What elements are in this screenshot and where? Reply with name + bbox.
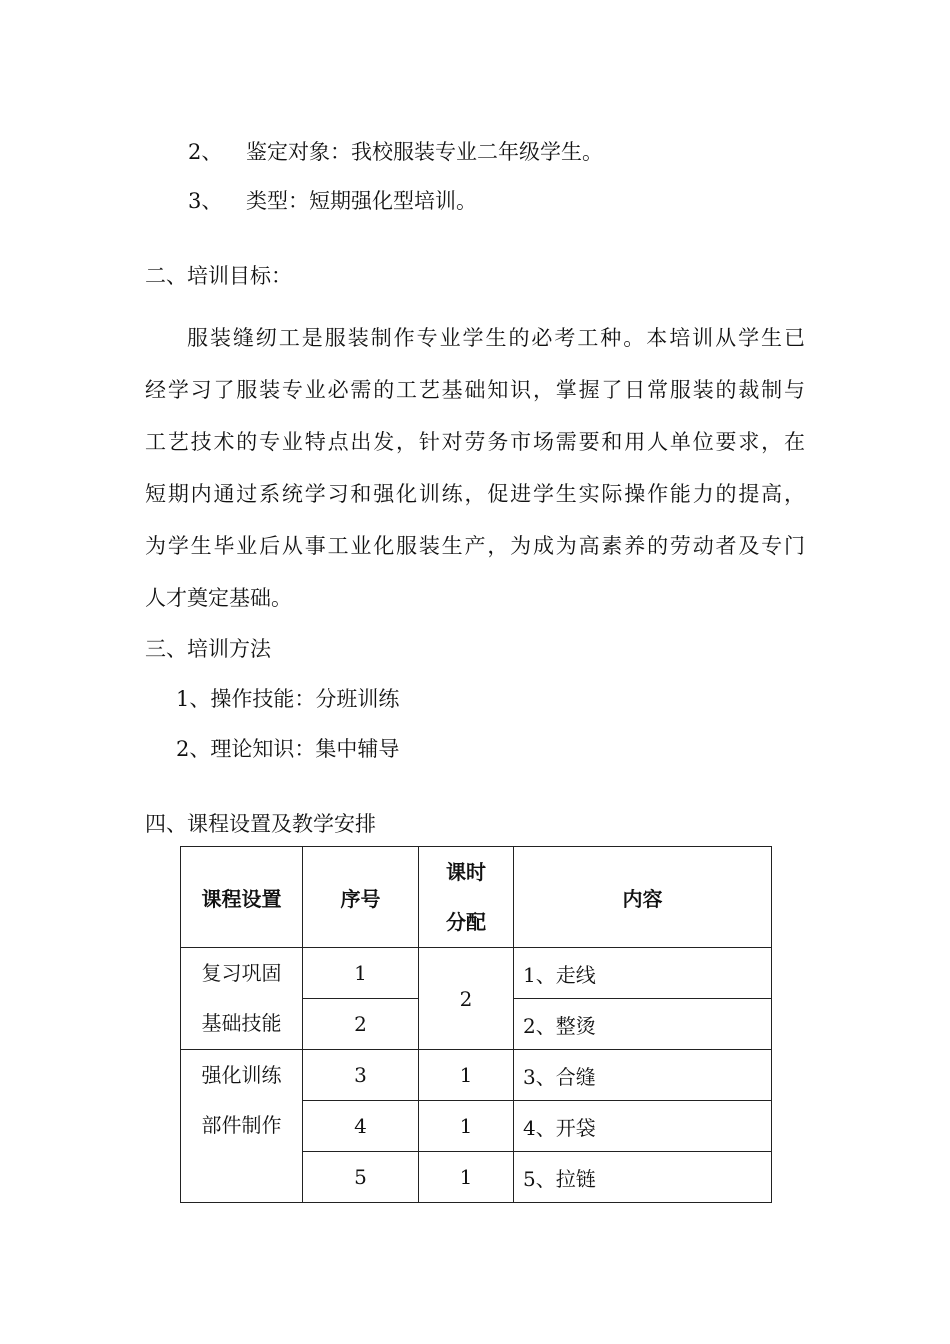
group-2-line2: 部件制作 (201, 1113, 282, 1137)
section-3-heading: 三、培训方法 (145, 637, 271, 661)
paragraph-line-5: 为学生毕业后从事工业化服装生产，为成为高素养的劳动者及专门 (145, 534, 805, 558)
item-3 (188, 187, 477, 215)
section-2-paragraph (145, 312, 805, 624)
course-table (180, 846, 772, 1203)
method-item-1: 1、操作技能：分班训练 (176, 687, 400, 711)
content-cell: 1、走线 (514, 948, 772, 999)
header-course: 课程设置 (181, 847, 303, 948)
item-3-text: 类型：短期强化型培训。 (246, 189, 477, 213)
item-2-text: 鉴定对象：我校服装专业二年级学生。 (246, 140, 603, 164)
seq-cell: 1 (303, 948, 419, 999)
content-cell: 5、拉链 (514, 1152, 772, 1203)
table-row (181, 948, 772, 999)
section-4-heading: 四、课程设置及教学安排 (145, 812, 376, 836)
paragraph-line-4: 短期内通过系统学习和强化训练，促进学生实际操作能力的提高， (145, 482, 805, 506)
group-1-line2: 基础技能 (201, 1011, 282, 1035)
seq-cell: 4 (303, 1101, 419, 1152)
item-2 (188, 138, 603, 166)
item-3-number: 3、 (188, 189, 223, 213)
hours-cell: 1 (419, 1152, 514, 1203)
header-hours-line1: 课时 (446, 860, 486, 884)
method-item-2: 2、理论知识：集中辅导 (176, 737, 400, 761)
paragraph-line-6: 人才奠定基础。 (145, 586, 292, 610)
table-row (181, 1050, 772, 1101)
paragraph-line-2: 经学习了服装专业必需的工艺基础知识，掌握了日常服装的裁制与 (145, 378, 805, 402)
group-2-cell (181, 1050, 303, 1203)
group-1-cell (181, 948, 303, 1050)
hours-cell: 1 (419, 1101, 514, 1152)
group-2-line1: 强化训练 (201, 1063, 282, 1087)
table-header-row (181, 847, 772, 948)
item-2-number: 2、 (188, 140, 223, 164)
header-content: 内容 (514, 847, 772, 948)
content-cell: 2、整烫 (514, 999, 772, 1050)
content-cell: 3、合缝 (514, 1050, 772, 1101)
group-1-line1: 复习巩固 (201, 961, 282, 985)
seq-cell: 5 (303, 1152, 419, 1203)
paragraph-line-1: 服装缝纫工是服装制作专业学生的必考工种。本培训从学生已 (187, 326, 805, 350)
content-cell: 4、开袋 (514, 1101, 772, 1152)
section-2-heading: 二、培训目标： (145, 264, 292, 288)
paragraph-line-3: 工艺技术的专业特点出发，针对劳务市场需要和用人单位要求，在 (145, 430, 805, 454)
group-1-hours: 2 (419, 948, 514, 1050)
header-hours-line2: 分配 (446, 910, 486, 934)
seq-cell: 2 (303, 999, 419, 1050)
header-seq: 序号 (303, 847, 419, 948)
hours-cell: 1 (419, 1050, 514, 1101)
seq-cell: 3 (303, 1050, 419, 1101)
header-hours (419, 847, 514, 948)
